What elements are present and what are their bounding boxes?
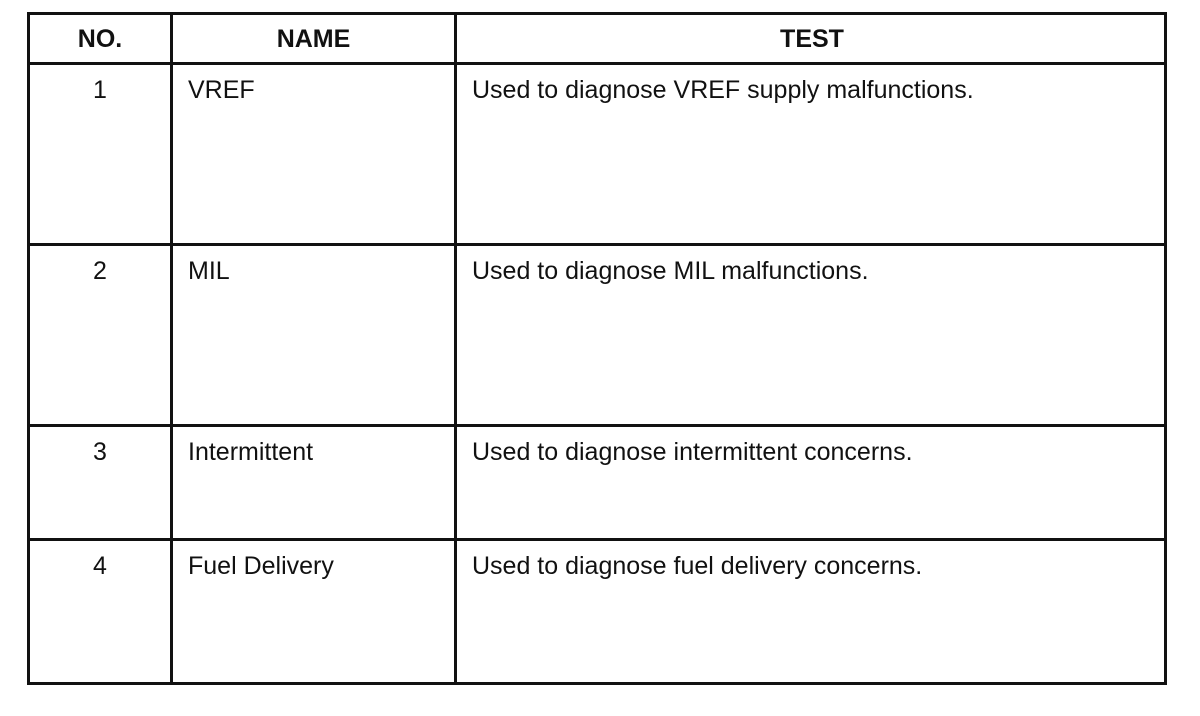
row-no-cell: 1 — [30, 65, 173, 243]
table-row — [30, 65, 1164, 246]
diagnostic-test-table — [27, 12, 1167, 685]
table-row — [30, 541, 1164, 682]
table-row — [30, 427, 1164, 541]
row-no-cell: 3 — [30, 427, 173, 538]
header-no: NO. — [30, 15, 173, 62]
row-test-cell: Used to diagnose MIL malfunctions. — [472, 257, 869, 285]
row-test-cell: Used to diagnose intermittent concerns. — [472, 438, 913, 466]
table-row — [30, 246, 1164, 427]
table-header-row — [30, 15, 1164, 65]
row-name-cell: Intermittent — [173, 427, 457, 538]
row-no-cell: 4 — [30, 541, 173, 682]
header-test: TEST — [780, 25, 844, 53]
row-no-cell: 2 — [30, 246, 173, 424]
row-test-cell: Used to diagnose fuel delivery concerns. — [472, 552, 923, 580]
row-name-cell: VREF — [173, 65, 457, 243]
row-name-cell: Fuel Delivery — [173, 541, 457, 682]
row-name-cell: MIL — [173, 246, 457, 424]
header-name: NAME — [173, 15, 457, 62]
row-test-cell: Used to diagnose VREF supply malfunctions. — [472, 76, 974, 104]
